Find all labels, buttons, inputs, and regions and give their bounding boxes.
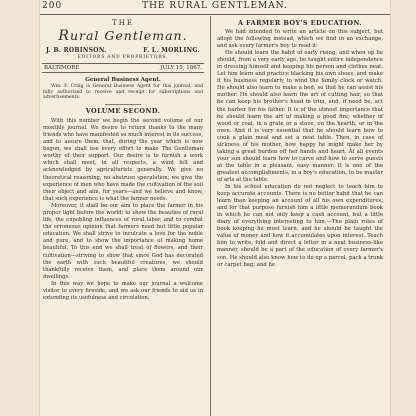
dateline-date: JULY 15, 1867. [160,65,202,71]
section-separator [105,104,141,105]
masthead-title [40,28,206,44]
left-column [40,18,206,416]
dateline [40,64,206,72]
paragraph: In his school education do not neglect to teach him to keep accurate accounts. There is no better habit that he can learn than keeping an account of all his own expenditures; and for that purpose furnish him a little memorandum book in which he can not only keep a cash account, but a little diary of everything interesting to him.—The plain rules of book keeping he must learn, and he should be taught the value of money and how it accumulates upon interest. Teach him to write, fold and direct a letter in a neat business-like manner, should be a part of the education of every farmer's son. He should also know how to do up a parcel, pack a trunk or carpet bag; and he [217,184,383,268]
running-head [40,0,390,14]
dateline-city: BALTIMORE [44,65,80,71]
paragraph: In this way we hope to make our journal a welcome visitor to every fireside, and we ask our friends to aid us in extending its usefulness and circulation. [43,280,203,302]
paragraph: He should learn the habit of early rising, and when up he should, from a very early age, be taught entire independence in dressing himself and keeping his person and clothes neat. Let him learn and practice blacking his own shoes, and make it his business regularly to wind the family clock or watch. He should also learn to make a bed, so that he can assist his mother. He should also learn the art of cutting hair, so that he can keep his brother's head in trim, and, if need be, act the barber for his father. It is of the utmost importance that he should learn the art of making a good fire, whether of wood or coal, in a grate or a stove, on the hearth, or in the oven. And it is very essential that he should learn how to cook a plain meal and set a neat table. Then, in case of sickness of his mother, how happy he might make her by taking a great burden off her hands and heart. At all events your son should learn how to carve and how to serve guests at the table in a pleasant, easy manner. It is one of the greatest accomplishments, in a boy's education, to be master of arts at the table. [217,50,383,183]
publisher-right: F. L. MORLING. [143,47,200,54]
header-rule [40,14,390,15]
running-head-title: THE RURAL GENTLEMAN. [142,1,288,11]
newspaper-page [40,0,390,416]
paragraph: Moreover, it shall be our aim to place the farmer in his proper light before the world; to show the beauties of rural life, the ennobling influences of rural labor, and to combat the erroneous opinion that farmers need but little popular education. We shall strive to inculcate a love for the noble and pure, and to show the importance of making home beautiful. To this end we shall treat of flowers, and their cultivation—striving to show that since God has decorated the earth with such beautiful creatures, we should thankfully receive them, and place them around our dwellings. [43,202,203,280]
masthead-title-rest: ural Gentleman. [69,28,188,43]
notice-text: Wm. F. Craig is General Business Agent for this journal, and fully authorized to receive and receipt for subscriptions and advertisements. [43,84,203,101]
masthead-initial: R [58,28,70,44]
proprietors-line: EDITORS AND PROPRIETORS. [77,55,169,60]
right-article-body [214,29,386,269]
left-article-body [40,118,206,302]
right-column [214,18,386,416]
article-title-farmer-boy: A FARMER BOY'S EDUCATION. [237,19,363,27]
notice-title: General Business Agent. [85,77,161,83]
column-divider [210,16,211,416]
page-number: 200 [42,1,63,11]
paragraph: We had intended to write an article on this subject, but adopt the following instead, which we find in an exchange, and ask every farmer's boy to read it: [217,29,383,50]
masthead-the: THE [112,19,134,27]
dateline-rule-bottom [42,72,204,73]
publishers-line [40,47,206,54]
paragraph: With this number we begin the second volume of our monthly journal. We desire to return thanks to the many friends who have manifested so much interest in its success, and to assure them, that, during the year which is now begun, we shall use every effort to make The Gentleman worthy of their support. Our desire is to furnish a work which shall meet, in all respects, a want felt and acknowledged by agriculturists generally. We give no theoretical reasoning, no abstruse speculation; we give the experience of men who have made the cultivation of the soil their object and aim, for years—and we believe and know, that such experience is what the farmer needs. [43,117,203,202]
article-heading-volume-second: VOLUME SECOND. [85,106,161,115]
publisher-left: J. B. ROBINSON. [46,47,107,54]
